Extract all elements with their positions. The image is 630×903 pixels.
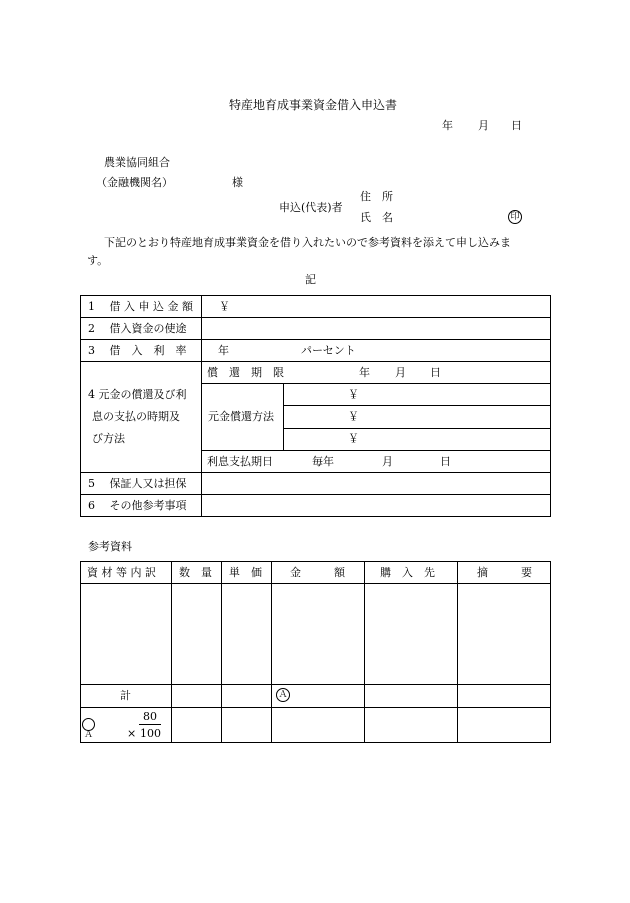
interest-day: 日 bbox=[440, 455, 451, 468]
document-title: 特産地育成事業資金借入申込書 bbox=[229, 98, 398, 112]
row3-year: 年 bbox=[218, 344, 229, 357]
body-text-line2: す。 bbox=[87, 254, 109, 267]
method-yen-2: ￥ bbox=[348, 410, 359, 423]
row1-yen: ￥ bbox=[219, 300, 230, 313]
row3-label: 3 借 入 利 率 bbox=[88, 344, 187, 357]
row6-label: 6 その他参考事項 bbox=[88, 499, 187, 512]
repayment-term-label: 償 還 期 限 bbox=[207, 366, 284, 379]
seal-mark: 印 bbox=[508, 210, 522, 224]
date-day: 日 bbox=[511, 119, 522, 132]
header-unit-price: 単 価 bbox=[229, 566, 262, 579]
total-label: 計 bbox=[120, 689, 131, 702]
interest-every-year: 毎年 bbox=[312, 455, 334, 468]
method-yen-1: ￥ bbox=[348, 388, 359, 401]
header-materials: 資 材 等 内 訳 bbox=[87, 566, 156, 579]
row4-label-line2: 息の支払の時期及 bbox=[92, 410, 180, 423]
row3-percent: パーセント bbox=[301, 344, 356, 357]
total-mark-a: Ａ bbox=[276, 688, 290, 702]
header-amount: 金 額 bbox=[290, 566, 345, 579]
applicant-name-label: 氏 名 bbox=[360, 211, 393, 224]
interest-date-label: 利息支払期日 bbox=[207, 455, 273, 468]
header-remarks: 摘 要 bbox=[477, 566, 532, 579]
calc-times: × bbox=[127, 727, 137, 740]
repayment-term-day: 日 bbox=[430, 366, 441, 379]
addressee-line1: 農業協同組合 bbox=[104, 156, 170, 169]
date-month: 月 bbox=[478, 119, 489, 132]
addressee-honorific: 様 bbox=[232, 176, 243, 189]
row2-label: 2 借入資金の使途 bbox=[88, 322, 187, 335]
row1-label: 1 借 入 申 込 金 額 bbox=[88, 300, 193, 313]
repayment-term-month: 月 bbox=[395, 366, 406, 379]
header-quantity: 数 量 bbox=[179, 566, 212, 579]
row4-label-line3: び方法 bbox=[92, 432, 125, 445]
header-supplier: 購 入 先 bbox=[380, 566, 435, 579]
ki-label: 記 bbox=[305, 273, 316, 286]
date-year: 年 bbox=[442, 119, 453, 132]
method-yen-3: ￥ bbox=[348, 432, 359, 445]
calc-mark-a: Ａ bbox=[84, 730, 94, 740]
row4-label-line1: 4 元金の償還及び利 bbox=[88, 388, 187, 401]
calc-denominator: 100 bbox=[140, 727, 161, 740]
reference-title: 参考資料 bbox=[88, 540, 132, 553]
applicant-label: 申込(代表)者 bbox=[279, 201, 343, 214]
calc-numerator: 80 bbox=[143, 710, 157, 723]
principal-method-label: 元金償還方法 bbox=[208, 410, 274, 423]
addressee-line2: （金融機関名） bbox=[96, 176, 173, 189]
applicant-address-label: 住 所 bbox=[360, 190, 393, 203]
row5-label: 5 保証人又は担保 bbox=[88, 477, 187, 490]
fraction-bar bbox=[139, 724, 161, 725]
interest-month: 月 bbox=[382, 455, 393, 468]
body-text-line1: 下記のとおり特産地育成事業資金を借り入れたいので参考資料を添えて申し込みま bbox=[104, 236, 511, 249]
repayment-term-year: 年 bbox=[359, 366, 370, 379]
